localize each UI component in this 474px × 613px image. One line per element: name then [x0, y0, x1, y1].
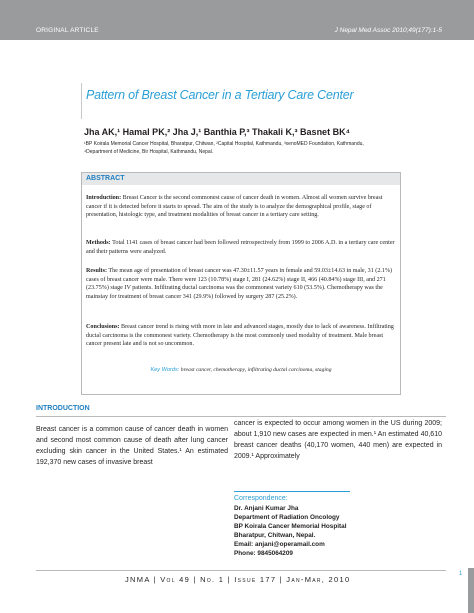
abstract-box [81, 172, 401, 395]
correspondence-email[interactable]: Email: anjani@operamail.com [234, 541, 325, 548]
title-rule [81, 83, 82, 119]
methods-label: Methods: [86, 240, 111, 246]
keywords-label: Key Words: [150, 367, 180, 373]
results-text: The mean age of presentation of breast cancer was 47.30±11.57 years in female and 59.03±14.63 in male, 31 (2.1%) cases of breast cancer were male. There were 123 (10.78%) stage I, 281 (24.62%) stage II, 466 (40.84%) stage III, and 271 (23.75%) stage IV patients. Infiltrating ductal carcinoma was the commonest variety 610 (53.5%). Chemotherapy was the mainstay for treatment of breast cancer 341 (29.9%) followed by surgery 287 (25.2%). [86, 268, 393, 300]
conclusions-text: Breast cancer trend is rising with more in late and advanced stages, mostly due to lack of awareness. Infiltrating ductal carcinoma is the commonest variety. Chemotherapy is the most commonly used modality of treatment. Male breast cancer present late and is not so uncommon. [86, 324, 394, 348]
article-type: ORIGINAL ARTICLE [36, 27, 99, 34]
author-list: Jha AK,¹ Hamal PK,² Jha J,¹ Banthia P,³ Thakali K,³ Basnet BK⁴ [84, 127, 351, 137]
correspondence-department: Department of Radiation Oncology [234, 514, 340, 521]
introduction-column-2: cancer is expected to occur among women in the US during 2009; about 1,910 new cases are expected in men.¹ An estimated 40,610 breast cancer deaths (40,170 women, 440 men) are expected in 2009.¹ Approximately [234, 420, 442, 460]
correspondence-rule [234, 491, 350, 492]
keywords [82, 367, 400, 373]
introduction-text: Breast Cancer is the second commonest cause of cancer death in women. Almost all women survive breast cancer if it is detected before it starts to spread. The aim of the study is to analyze the demographical profile, stage of presentation, histologic type, and treatment modalities of breast cancer in a tertiary care setting. [86, 195, 383, 219]
abstract-methods [86, 239, 397, 256]
affiliation-line-2: ⁴Department of Medicine, Bir Hospital, Kathmandu, Nepal. [84, 149, 214, 155]
correspondence-name: Dr. Anjani Kumar Jha [234, 505, 299, 512]
keywords-text: breast cancer, chemotherapy, infiltrating ductal carcinoma, staging [179, 367, 332, 373]
abstract-results [86, 267, 397, 301]
correspondence-heading: Correspondence: [234, 495, 288, 502]
abstract-header [82, 173, 400, 185]
introduction-column-1: Breast cancer is a common cause of cancer death in women and second most common cause of death after lung cancer excluding skin cancer in the United States.¹ An estimated 192,370 new cases of invasive breast [36, 426, 228, 466]
abstract-conclusions [86, 323, 397, 349]
article-title: Pattern of Breast Cancer in a Tertiary Care Center [86, 88, 354, 102]
results-label: Results: [86, 268, 107, 274]
footer-rule [36, 570, 446, 571]
abstract-introduction [86, 194, 397, 220]
journal-citation: J Nepal Med Assoc 2010;49(177):1-5 [334, 27, 442, 34]
correspondence-address: Bharatpur, Chitwan, Nepal. [234, 532, 316, 539]
correspondence-hospital: BP Koirala Cancer Memorial Hospital [234, 523, 347, 530]
conclusions-label: Conclusions: [86, 324, 120, 330]
section-divider [36, 416, 446, 417]
journal-header-bar [0, 0, 474, 40]
page-number: 1 [459, 571, 463, 577]
affiliation-line-1: ¹BP Koirala Memorial Cancer Hospital, Bharatpur, Chitwan, ²Capital Hospital, Kathmandu, ³xenoMED Foundation, Kathmandu, [84, 141, 364, 147]
introduction-heading: INTRODUCTION [36, 405, 90, 412]
abstract-label: ABSTRACT [86, 175, 125, 182]
page-edge-marker [468, 568, 474, 613]
correspondence-phone: Phone: 9845064209 [234, 550, 293, 557]
journal-footer: JNMA | Vol 49 | No. 1 | Issue 177 | Jan-Mar, 2010 [125, 575, 351, 584]
introduction-label: Introduction: [86, 195, 122, 201]
methods-text: Total 1141 cases of breast cancer had been followed retrospectively from 1999 to 2006 A.D. in a tertiary care center and their patterns were analyzed. [86, 240, 395, 255]
